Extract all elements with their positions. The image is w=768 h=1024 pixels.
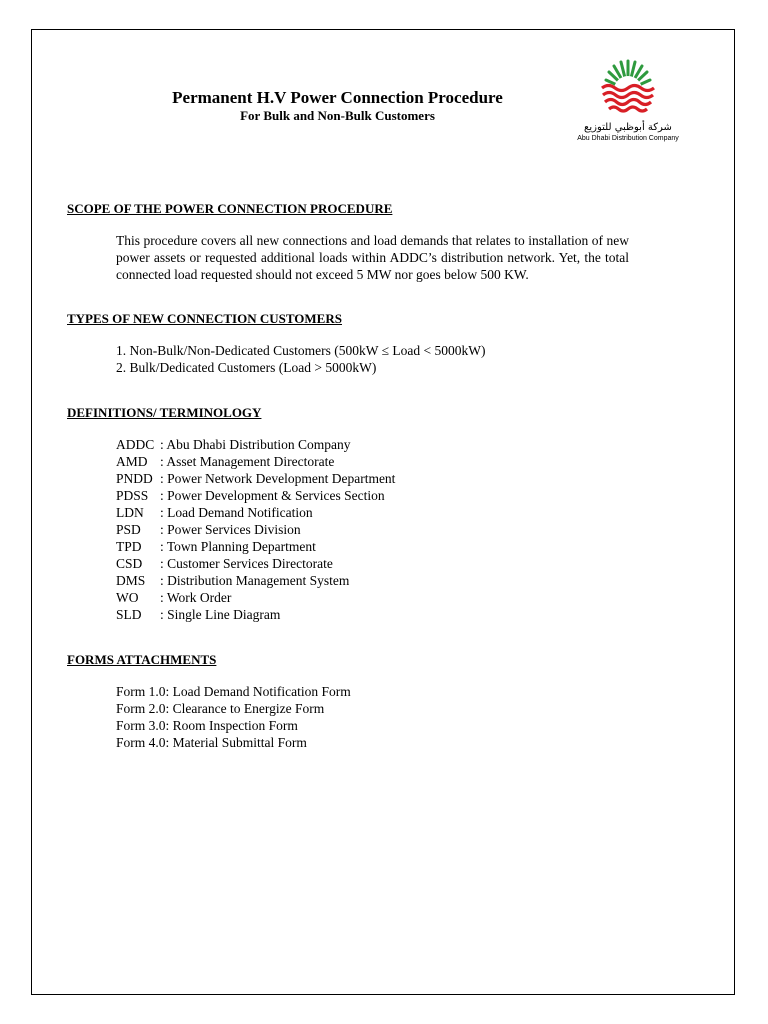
term-abbr: AMD [116,454,148,469]
term-row [116,504,395,521]
term-row [116,555,395,572]
term-abbr: DMS [116,573,146,588]
term-definition: : Load Demand Notification [160,505,313,520]
term-abbr: ADDC [116,437,155,452]
definitions-heading: DEFINITIONS/ TERMINOLOGY [67,405,262,420]
document-title: Permanent H.V Power Connection Procedure [172,88,503,107]
addc-emblem-icon [598,58,658,120]
term-abbr: CSD [116,556,143,571]
term-abbr: LDN [116,505,144,520]
forms-list [116,683,351,751]
term-definition: : Distribution Management System [160,573,350,588]
types-heading: TYPES OF NEW CONNECTION CUSTOMERS [67,311,342,326]
term-definition: : Customer Services Directorate [160,556,333,571]
document-subtitle: For Bulk and Non-Bulk Customers [240,108,435,123]
term-abbr: WO [116,590,139,605]
logo-arabic-text: شركة أبوظبي للتوزيع [584,122,672,133]
term-row [116,572,395,589]
term-row [116,436,395,453]
company-logo [568,58,688,148]
term-abbr: SLD [116,607,142,622]
term-definition: : Work Order [160,590,232,605]
customer-types-list [116,342,485,376]
list-item: 2. Bulk/Dedicated Customers (Load > 5000kW) [116,360,377,375]
term-definition: : Power Development & Services Section [160,488,385,503]
forms-heading: FORMS ATTACHMENTS [67,652,217,667]
term-row [116,470,395,487]
logo-english-text: Abu Dhabi Distribution Company [577,135,679,142]
term-abbr: PDSS [116,488,149,503]
list-item: Form 1.0: Load Demand Notification Form [116,684,351,699]
term-row [116,487,395,504]
term-abbr: TPD [116,539,142,554]
scope-paragraph: This procedure covers all new connections and load demands that relates to installation of new power assets or requested additional loads within ADDC’s distribution network. Yet, the total connected load requested should not exceed 5 MW nor goes below 500 KW. [116,233,629,282]
term-row [116,538,395,555]
term-abbr: PNDD [116,471,153,486]
definitions-list [116,436,395,623]
term-row [116,453,395,470]
term-definition: : Abu Dhabi Distribution Company [160,437,351,452]
list-item: 1. Non-Bulk/Non-Dedicated Customers (500kW ≤ Load < 5000kW) [116,343,486,358]
term-definition: : Power Network Development Department [160,471,396,486]
term-row [116,521,395,538]
term-definition: : Power Services Division [160,522,301,537]
term-definition: : Town Planning Department [160,539,316,554]
term-definition: : Asset Management Directorate [160,454,335,469]
term-row [116,606,395,623]
list-item: Form 4.0: Material Submittal Form [116,735,307,750]
term-row [116,589,395,606]
term-abbr: PSD [116,522,141,537]
list-item: Form 2.0: Clearance to Energize Form [116,701,325,716]
scope-heading: SCOPE OF THE POWER CONNECTION PROCEDURE [67,201,393,216]
term-definition: : Single Line Diagram [160,607,281,622]
list-item: Form 3.0: Room Inspection Form [116,718,298,733]
